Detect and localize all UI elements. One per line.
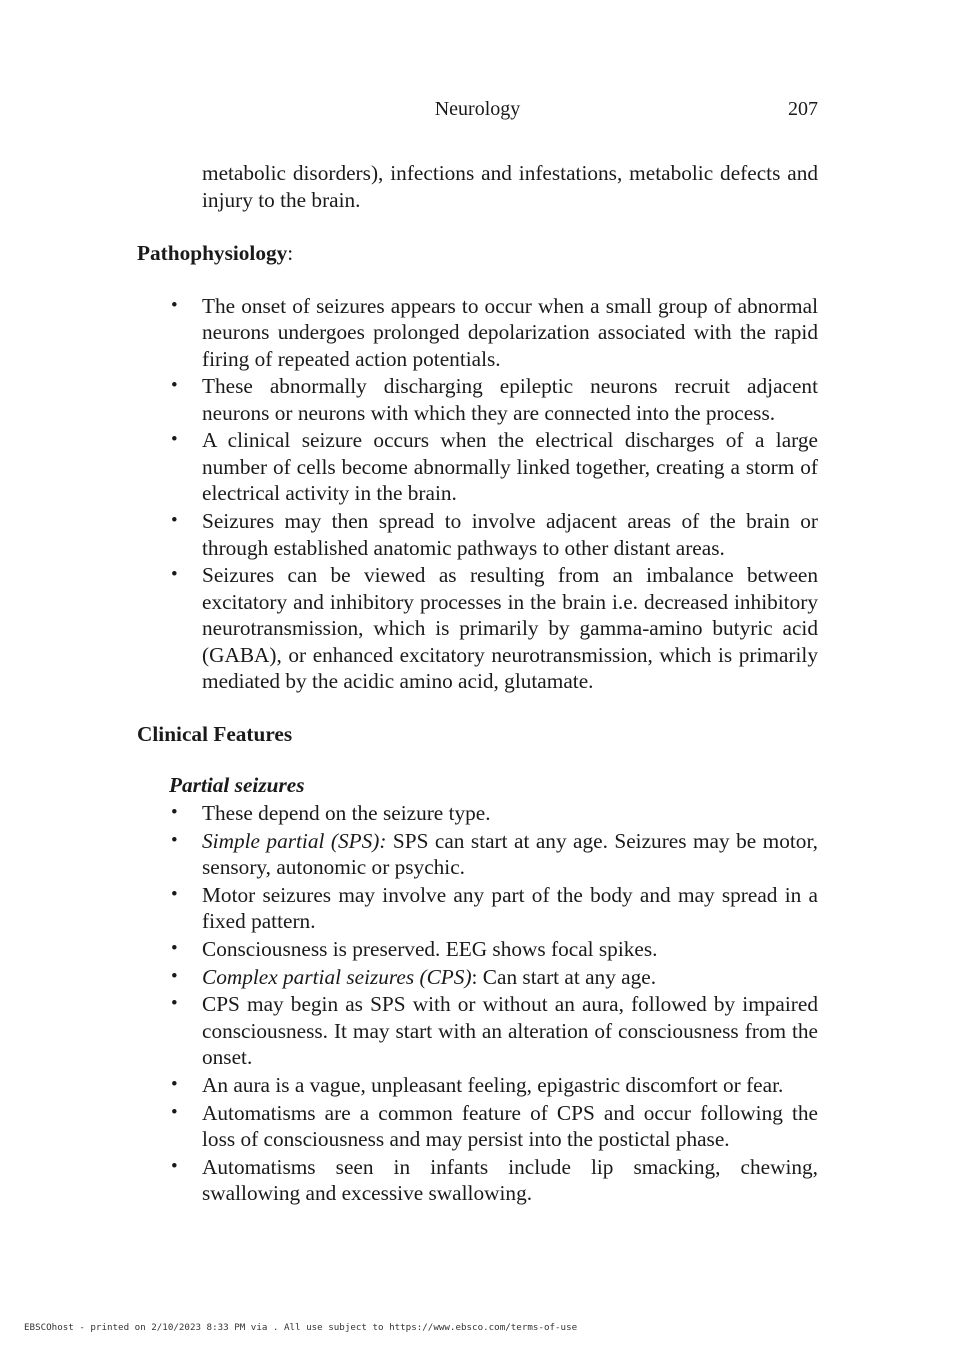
list-item <box>137 1100 818 1153</box>
list-item <box>137 373 818 426</box>
continuation-paragraph: metabolic disorders), infections and infestations, metabolic defects and injury to the brain. <box>202 161 818 212</box>
bullet-icon: • <box>171 1155 178 1177</box>
list-item-lead: Simple partial (SPS): <box>202 828 387 853</box>
bullet-icon: • <box>171 801 178 823</box>
list-item-text: These depend on the seizure type. <box>202 800 491 825</box>
pathophysiology-list <box>137 293 818 695</box>
list-item-text: A clinical seizure occurs when the electrical discharges of a large number of cells become abnormally linked together, creating a storm of electrical activity in the brain. <box>202 428 818 506</box>
list-item-lead: Complex partial seizures (CPS) <box>202 964 472 989</box>
bullet-icon: • <box>171 965 178 987</box>
pathophysiology-heading <box>137 240 818 267</box>
bullet-icon: • <box>171 564 178 586</box>
list-item-text: Automatisms seen in infants include lip smacking, chewing, swallowing and excessive swallowing. <box>202 1154 818 1206</box>
list-item-text: These abnormally discharging epileptic neurons recruit adjacent neurons or neurons with which they are connected into the process. <box>202 374 818 425</box>
bullet-icon: • <box>171 938 178 959</box>
bullet-icon: • <box>171 429 178 451</box>
running-title: Neurology <box>434 98 521 120</box>
list-item-text: CPS may begin as SPS with or without an aura, followed by impaired consciousness. It may start with an alteration of consciousness from the onset. <box>202 992 818 1070</box>
list-item <box>137 991 818 1071</box>
list-item-text: Consciousness is preserved. EEG shows focal spikes. <box>202 937 658 961</box>
page-number: 207 <box>788 98 818 120</box>
bullet-icon: • <box>171 1101 178 1123</box>
partial-seizures-subheading: Partial seizures <box>169 773 305 798</box>
list-item-text: Motor seizures may involve any part of the body and may spread in a fixed pattern. <box>202 882 818 934</box>
list-item-text: The onset of seizures appears to occur when a small group of abnormal neurons undergoes prolonged depolarization associated with the rapid firing of repeated action potentials. <box>202 293 818 371</box>
bullet-icon: • <box>171 1074 178 1096</box>
list-item-text: Automatisms are a common feature of CPS and occur following the loss of consciousness and may persist into the postictal phase. <box>202 1100 818 1152</box>
bullet-icon: • <box>171 993 178 1015</box>
pathophysiology-heading-text: Pathophysiology <box>137 241 288 265</box>
list-item <box>137 882 818 935</box>
clinical-features-heading: Clinical Features <box>137 721 293 746</box>
list-item-text: Seizures may then spread to involve adjacent areas of the brain or through established anatomic pathways to other distant areas. <box>202 509 818 560</box>
bullet-icon: • <box>171 829 178 851</box>
list-item <box>137 293 818 373</box>
list-item <box>137 1154 818 1207</box>
bullet-icon: • <box>171 510 178 532</box>
list-item-text: SPS can start at any age. Seizures may be motor, sensory, autonomic or psychic. <box>202 828 819 880</box>
list-item <box>137 1072 818 1099</box>
list-item-text: An aura is a vague, unpleasant feeling, epigastric discomfort or fear. <box>202 1073 784 1098</box>
heading-colon: : <box>287 241 294 265</box>
list-item <box>137 562 818 695</box>
list-item <box>137 427 818 507</box>
page-content <box>137 160 818 1208</box>
bullet-icon: • <box>171 294 178 316</box>
list-item <box>137 936 818 963</box>
list-item <box>137 508 818 561</box>
bullet-icon: • <box>171 883 178 905</box>
bullet-icon: • <box>171 375 178 397</box>
clinical-features-list <box>137 800 818 1207</box>
list-item <box>137 964 818 991</box>
list-item <box>137 800 818 827</box>
ebsco-footer: EBSCOhost - printed on 2/10/2023 8:33 PM via . All use subject to https://www.ebsco.com/terms-of-use <box>24 1322 578 1333</box>
list-item <box>137 828 818 881</box>
running-head <box>0 96 955 122</box>
list-item-text: Seizures can be viewed as resulting from an imbalance between excitatory and inhibitory processes in the brain i.e. decreased inhibitory neurotransmission, which is primarily by gamma-amino butyric acid (GABA), or enhanced excitatory neurotransmission, which is primarily mediated by the acidic amino acid, glutamate. <box>202 563 818 694</box>
list-item-text: : Can start at any age. <box>471 964 657 989</box>
